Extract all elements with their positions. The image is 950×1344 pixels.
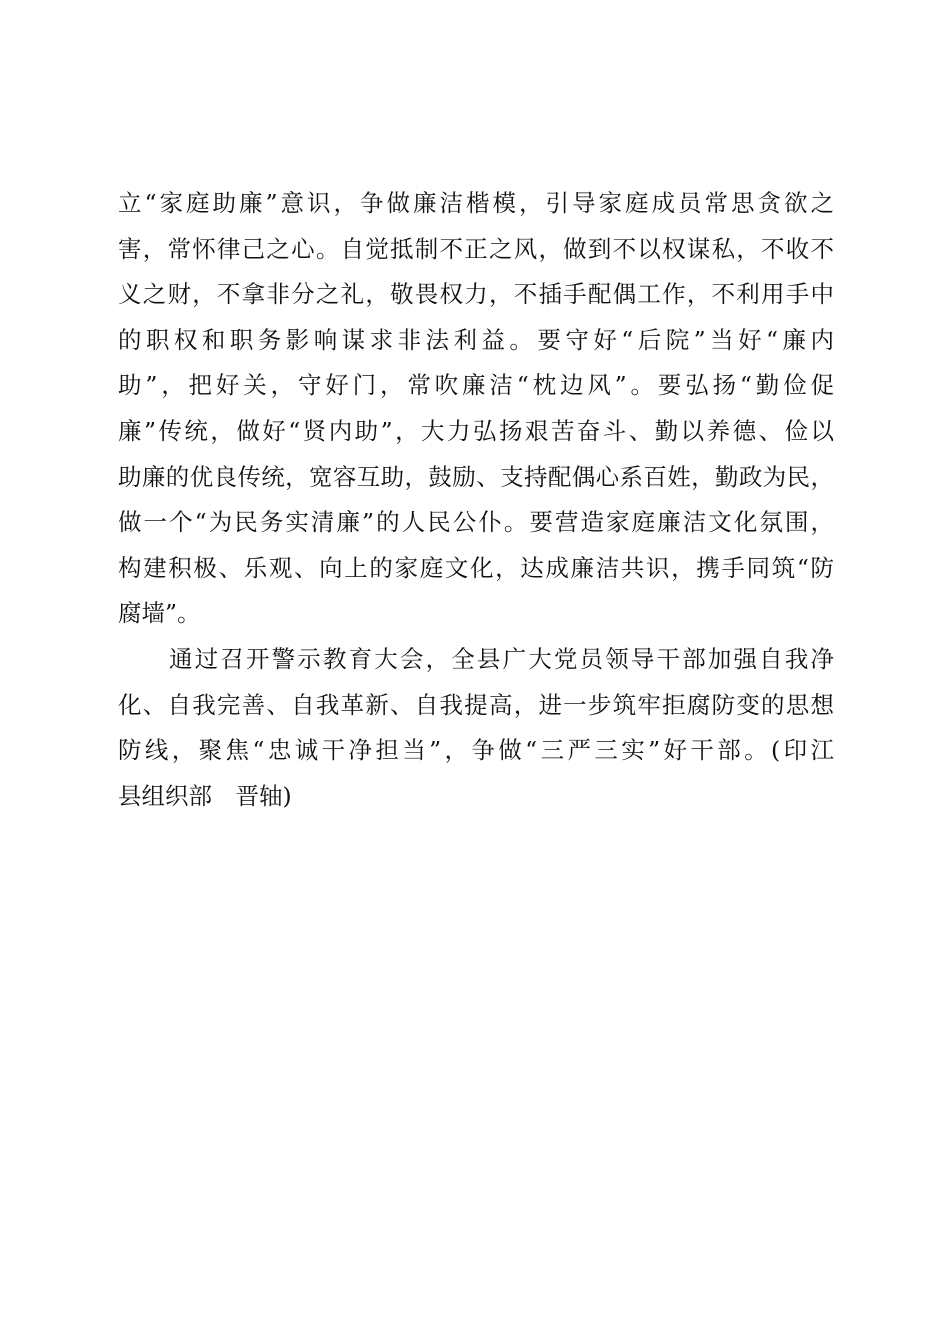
text-line: 通过召开警示教育大会，全县广大党员领导干部加强自我净: [169, 644, 834, 673]
text-line-byline: 县组织部 晋轴): [118, 781, 292, 810]
document-body: [118, 181, 834, 819]
text-line: 防线，聚焦“忠诚干净担当”，争做“三严三实”好干部。(印江: [118, 736, 834, 765]
text-line: 义之财，不拿非分之礼，敬畏权力，不插手配偶工作，不利用手中: [118, 280, 834, 309]
text-line: 立“家庭助廉”意识，争做廉洁楷模，引导家庭成员常思贪欲之: [118, 189, 834, 217]
paragraph-family-integrity: [118, 181, 834, 637]
text-line: 腐墙”。: [118, 599, 201, 628]
text-line: 害，常怀律己之心。自觉抵制不正之风，做到不以权谋私，不收不: [118, 234, 834, 263]
text-line: 助廉的优良传统，宽容互助，鼓励、支持配偶心系百姓，勤政为民，: [118, 462, 834, 491]
text-line: 构建积极、乐观、向上的家庭文化，达成廉洁共识，携手同筑“防: [118, 553, 834, 582]
paragraph-conclusion: [118, 637, 834, 819]
text-line: 廉”传统，做好“贤内助”，大力弘扬艰苦奋斗、勤以养德、俭以: [118, 416, 834, 445]
text-line: 做一个“为民务实清廉”的人民公仆。要营造家庭廉洁文化氛围，: [118, 508, 834, 537]
text-line: 助”，把好关，守好门，常吹廉洁“枕边风”。要弘扬“勤俭促: [118, 371, 834, 400]
text-line: 的职权和职务影响谋求非法利益。要守好“后院”当好“廉内: [118, 325, 834, 354]
text-line: 化、自我完善、自我革新、自我提高，进一步筑牢拒腐防变的思想: [118, 690, 834, 719]
